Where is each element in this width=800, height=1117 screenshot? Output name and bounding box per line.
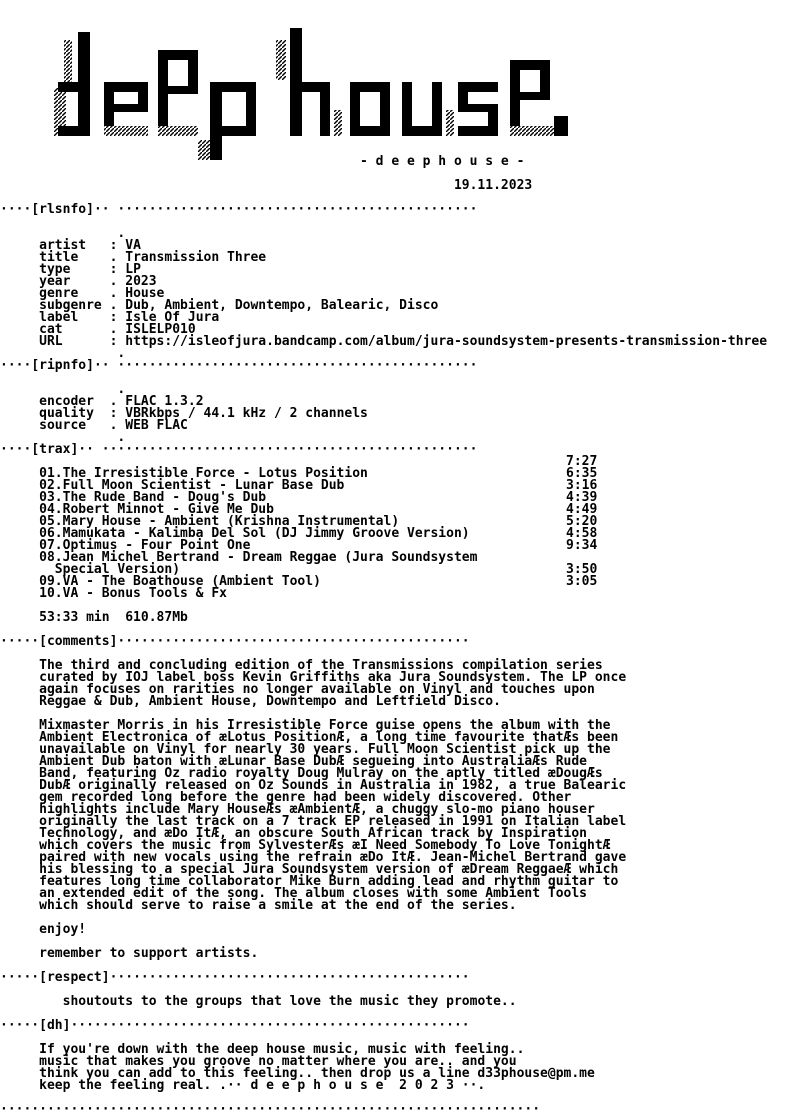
track-title: 04.Robert Minnot - Give Me Dub xyxy=(39,502,274,517)
track-title: 10.VA - Bonus Tools & Fx xyxy=(39,586,227,601)
track-title: 06.Mamukata - Kalimba Del Sol (DJ Jimmy Groove Version) xyxy=(39,526,470,541)
track-times xyxy=(566,456,597,588)
section-respect: [respect] xyxy=(39,970,110,985)
track-title: 05.Mary House - Ambient (Krishna Instrumental) xyxy=(39,514,400,529)
track-time: 4:49 xyxy=(566,502,598,517)
section-comments: [comments] xyxy=(39,634,118,649)
encoder-value: FLAC 1.3.2 xyxy=(125,394,204,409)
track-time: 7:27 xyxy=(566,454,598,469)
support-text: remember to support artists. xyxy=(39,946,259,961)
respect-text: shoutouts to the groups that love the music they promote.. xyxy=(62,994,517,1009)
section-rlsnfo: [rlsnfo] xyxy=(31,202,94,217)
track-title-cont: Special Version) xyxy=(54,562,181,577)
section-trax: [trax] xyxy=(31,442,79,457)
totals: 53:33 min 610.87Mb xyxy=(39,610,188,625)
track-time: 6:35 xyxy=(566,466,598,481)
track-title: 03.The Rude Band - Doug's Dub xyxy=(39,490,267,505)
title-value: Transmission Three xyxy=(125,250,267,265)
section-ripnfo: [ripnfo] xyxy=(31,358,94,373)
enjoy-text: enjoy! xyxy=(39,922,87,937)
track-time: 3:50 xyxy=(566,562,598,577)
track-title: 08.Jean Michel Bertrand - Dream Reggae (Jura Soundsystem xyxy=(39,550,478,565)
tagline: - d e e p h o u s e - xyxy=(360,154,525,169)
track-time: 3:05 xyxy=(566,574,598,589)
release-date: 19.11.2023 xyxy=(453,178,533,193)
type-value: LP xyxy=(125,262,141,277)
track-time: 5:20 xyxy=(566,514,598,529)
track-time: 4:58 xyxy=(566,526,598,541)
artist-value: VA xyxy=(125,238,141,253)
subgenre-value: Dub, Ambient, Downtempo, Balearic, Disco xyxy=(125,298,439,313)
track-title: 01.The Irresistible Force - Lotus Position xyxy=(39,466,368,481)
source-value: WEB FLAC xyxy=(125,418,188,433)
nfo-document: - d e e p h o u s e - 19.11.2023 ····[rlsnfo]·· ·············································· . artist : VA title . Transmission Three type : LP year . 2023 genre . House subgenre . Dub, Ambient, Downtempo, Balearic, Disco label : Isle Of Jura cat . ISLELP010 URL : https://isleofjura.bandcamp.com/album/jura-soundsystem-presents-transmission-three . ····[ripnfo]·· ·············································· . encoder . FLAC 1.3.2 quality : VBRkbps / 44.1 kHz / 2 channels source . WEB FLAC . ····[trax]·· ················································ 01.The Irresistible Force - Lotus Position 02.Full Moon Scientist - Lunar Base Dub 03.The Rude Band - Doug's Dub 04.Robert Minnot - Give Me Dub 05.Mary House - Ambient (Krishna Instrumental) 06.Mamukata - Kalimba Del Sol (DJ Jimmy Groove Version) 07.Optimus - Four Point One 08.Jean Michel Bertrand - Dream Reggae (Jura Soundsystem Special Version) 09.VA - The Boathouse (Ambient Tool) 10.VA - Bonus Tools & Fx 53:33 min 610.87Mb ·····[comments]············································· The third and concluding edition of the Transmissions compilation series curated by IOJ label boss Kevin Griffiths aka Jura Soundsystem. The LP once again focuses on rarities no longer available on Vinyl and touches upon Reggae & Dub, Ambient House, Downtempo and Leftfield Disco. Mixmaster Morris in his Irresistible Force guise opens the album with the Ambient Electronica of æLotus PositionÆ, a long time favourite thatÆs been unavailable on Vinyl for nearly 30 years. Full Moon Scientist pick up the Ambient Dub baton with æLunar Base DubÆ segueing into AustraliaÆs Rude Band, featuring Oz radio royalty Doug Mulray on the aptly titled æDougÆs DubÆ originally released on Oz Sounds in Australia in 1982, a true Balearic gem recorded long before the genre had been widely discovered. Other highlights include Mary HouseÆs æAmbientÆ, a chuggy slo-mo piano houser originally the last track on a 7 track EP released in 1991 on Italian label Technology, and æDo ItÆ, an obscure South African track by Inspiration which covers the music from SylvesterÆs æI Need Somebody To Love TonightÆ paired with new vocals using the refrain æDo ItÆ. Jean-Michel Bertrand gave his blessing to a special Jura Soundsystem version of æDream ReggaeÆ which features long time collaborator Mike Burn adding lead and rhythm guitar to an extended edit of the song. The album closes with some Ambient Tools which should serve to raise a smile at the end of the series. enjoy! remember to support artists. ·····[respect]·············································· shoutouts to the groups that love the music they promote.. ·····[dh]··················································· If you're down with the deep house music, music with feeling.. music that makes you groove no matter where you are.. and you think you can add to this feeling.. then drop us a line d33phouse@pm.me keep the feeling real. .·· d e e p h o u s e 2 0 2 3 ··. ····································································· xyxy=(0,154,768,1117)
year-value: 2023 xyxy=(125,274,157,289)
track-title: 02.Full Moon Scientist - Lunar Base Dub xyxy=(39,478,345,493)
track-title: 07.Optimus - Four Point One xyxy=(39,538,251,553)
track-time: 9:34 xyxy=(566,538,598,553)
track-title: 09.VA - The Boathouse (Ambient Tool) xyxy=(39,574,321,589)
section-dh: [dh] xyxy=(39,1018,71,1033)
url-link[interactable]: https://isleofjura.bandcamp.com/album/jura-soundsystem-presents-transmission-three xyxy=(125,334,768,349)
track-time: 4:39 xyxy=(566,490,598,505)
label-value: Isle Of Jura xyxy=(125,310,220,325)
cat-value: ISLELP010 xyxy=(125,322,196,337)
track-time: 3:16 xyxy=(566,478,598,493)
quality-value: VBRkbps / 44.1 kHz / 2 channels xyxy=(125,406,368,421)
genre-value: House xyxy=(125,286,165,301)
